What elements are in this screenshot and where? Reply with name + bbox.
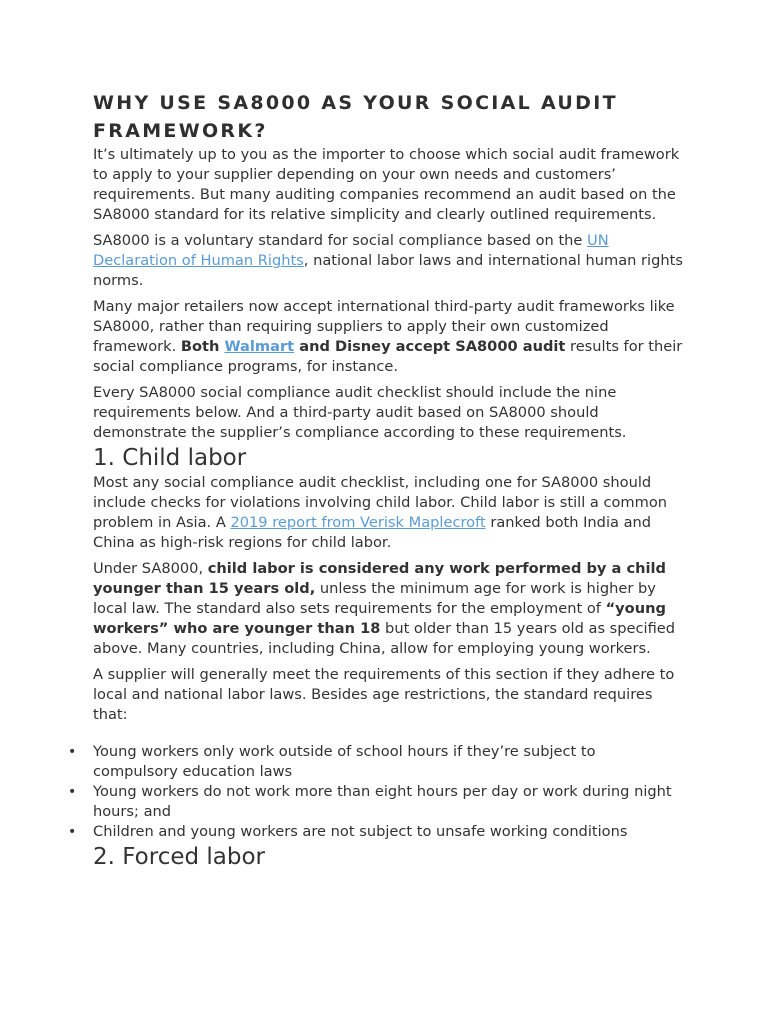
intro-paragraph-3-bold-a: Both <box>180 338 225 355</box>
bullet-icon: • <box>68 744 77 760</box>
intro-paragraph-3-bold-b: and Disney accept SA8000 audit <box>294 338 566 355</box>
intro-paragraph-3 <box>93 297 683 377</box>
list-item-text: Children and young workers are not subject to unsafe working conditions <box>93 823 628 840</box>
intro-paragraph-2-text-a: SA8000 is a voluntary standard for social compliance based on the <box>93 232 588 249</box>
list-item <box>68 742 683 782</box>
bullet-icon: • <box>68 784 77 800</box>
child-labor-paragraph-1 <box>93 473 683 553</box>
child-labor-requirements-list <box>68 742 683 842</box>
young-workers-definition: “young workers” who are younger than 18 <box>93 600 666 637</box>
child-labor-paragraph-3: A supplier will generally meet the requirements of this section if they adhere to local and national labor laws. Besides age restrictions, the standard requires that: <box>93 666 675 723</box>
child-labor-definition: child labor is considered any work performed by a child younger than 15 years old, <box>93 560 666 597</box>
bullet-icon: • <box>68 824 77 840</box>
child-labor-paragraph-1-text-a: Most any social compliance audit checklist, including one for SA8000 should include checks for violations involving child labor. Child labor is still a common problem in Asia. A <box>93 474 668 531</box>
intro-paragraph-3-text-b: results for their social compliance programs, for instance. <box>93 338 683 375</box>
child-labor-paragraph-2 <box>93 559 683 659</box>
page-title: WHY USE SA8000 AS YOUR SOCIAL AUDIT FRAMEWORK? <box>93 92 618 142</box>
child-labor-paragraph-2-text-c: but older than 15 years old as specified above. Many countries, including China, allow for employing young workers. <box>93 620 676 657</box>
child-labor-paragraph-2-text-a: Under SA8000, <box>93 560 208 577</box>
walmart-link[interactable]: Walmart <box>224 338 295 355</box>
section-heading-child-labor: 1. Child labor <box>93 445 247 471</box>
list-item-text: Young workers do not work more than eight hours per day or work during night hours; and <box>93 783 672 820</box>
intro-paragraph-3-text-a: Many major retailers now accept international third-party audit frameworks like SA8000, rather than requiring suppliers to apply their own customized framework. <box>93 298 675 355</box>
un-declaration-link[interactable]: UN Declaration of Human Rights <box>93 232 609 269</box>
intro-paragraph-4: Every SA8000 social compliance audit checklist should include the nine requirements below. And a third-party audit based on SA8000 should demonstrate the supplier’s compliance according to these requirements. <box>93 384 627 441</box>
intro-paragraph-2-text-b: , national labor laws and international human rights norms. <box>93 252 683 289</box>
section-heading-forced-labor: 2. Forced labor <box>93 844 266 870</box>
child-labor-paragraph-2-text-b: unless the minimum age for work is higher by local law. The standard also sets requirements for the employment of <box>93 580 656 617</box>
child-labor-paragraph-1-text-b: ranked both India and China as high-risk regions for child labor. <box>93 514 652 551</box>
list-item <box>68 822 683 842</box>
verisk-report-link[interactable]: 2019 report from Verisk Maplecroft <box>230 514 486 531</box>
list-item <box>68 782 683 822</box>
list-item-text: Young workers only work outside of school hours if they’re subject to compulsory education laws <box>93 743 596 780</box>
intro-paragraph-2 <box>93 231 683 291</box>
intro-paragraph-1: It’s ultimately up to you as the importer to choose which social audit framework to apply to your supplier depending on your own needs and customers’ requirements. But many auditing companies recommend an audit based on the SA8000 standard for its relative simplicity and clearly outlined requirements. <box>93 146 680 223</box>
document-page <box>68 89 683 872</box>
